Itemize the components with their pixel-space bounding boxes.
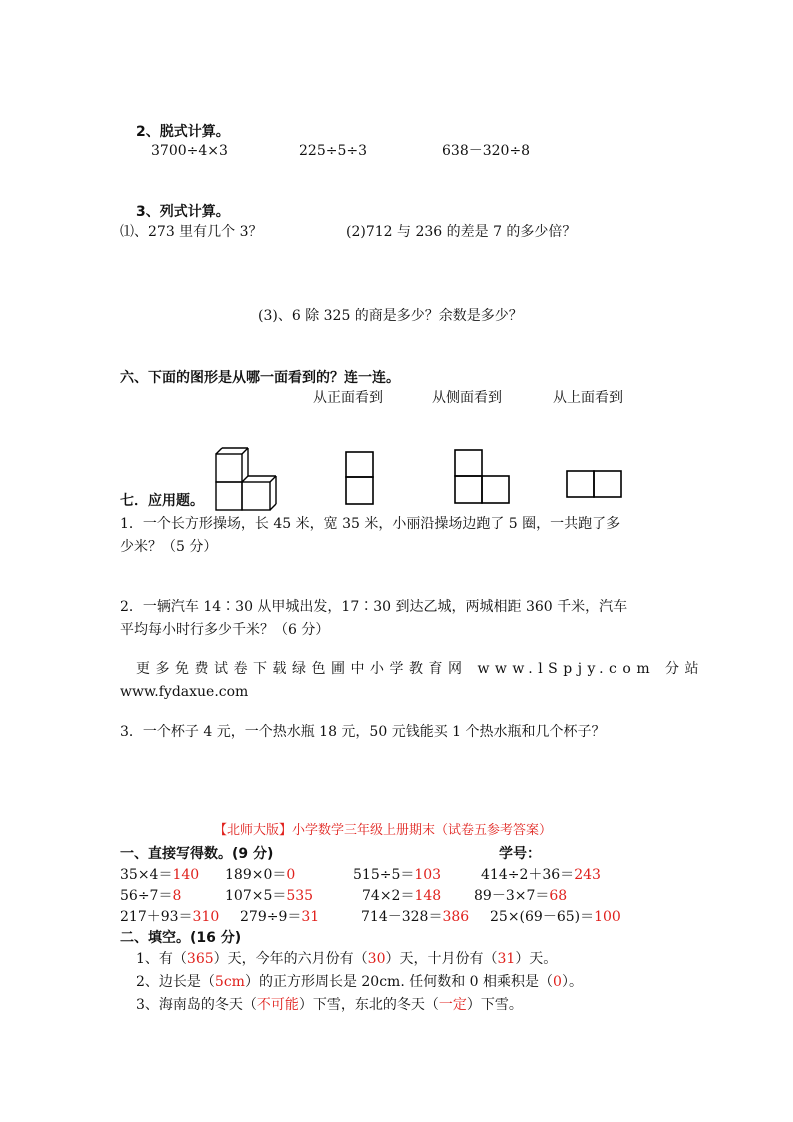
top-view-figure [567, 471, 621, 497]
answer-item: 714－328＝386 [361, 909, 470, 925]
section-2-title: 2、脱式计算。 [136, 124, 230, 140]
answer-item: 35×4＝140 [120, 867, 200, 883]
answers-title: 【北师大版】小学数学三年级上册期末（试卷五参考答案） [214, 823, 553, 838]
front-view-figure [346, 452, 373, 504]
calc-problem-1: 3700÷4×3 [151, 143, 228, 159]
word-question-2: (2)712 与 236 的差是 7 的多少倍？ [346, 224, 577, 240]
view-label-side: 从侧面看到 [432, 390, 502, 406]
word-question-3: (3)、6 除 325 的商是多少？余数是多少？ [258, 308, 523, 324]
answer-item: 56÷7＝8 [120, 888, 182, 904]
problem-2-line-1: 2．一辆汽车 14∶30 从甲城出发，17∶30 到达乙城，两城相距 360 千米，汽车 [120, 599, 628, 615]
fill-answer-2: 2、边长是（5cm）的正方形周长是 20cm. 任何数和 0 相乘积是（0）。 [136, 974, 583, 990]
answer-item: 25×(69－65)＝100 [490, 909, 621, 925]
side-view-figure [455, 450, 509, 503]
calc-problem-2: 225÷5÷3 [299, 143, 367, 159]
calc-problem-3: 638－320÷8 [442, 143, 531, 159]
view-label-top: 从上面看到 [553, 390, 623, 406]
problem-2-line-2: 平均每小时行多少千米？（6 分） [120, 622, 330, 638]
answer-item: 217＋93＝310 [120, 909, 220, 925]
answer-item: 74×2＝148 [362, 888, 442, 904]
answer-item: 89－3×7＝68 [474, 888, 568, 904]
ad-line-1: 更多免费试卷下载绿色圃中小学教育网 www.lSpjy.com 分站 [136, 661, 705, 677]
problem-3: 3．一个杯子 4 元，一个热水瓶 18 元，50 元钱能买 1 个热水瓶和几个杯子？ [120, 724, 606, 740]
section-3-title: 3、列式计算。 [136, 204, 230, 220]
answers-section-1-title: 一、直接写得数。(9 分) [120, 846, 274, 862]
view-label-front: 从正面看到 [313, 390, 383, 406]
answer-item: 279÷9＝31 [240, 909, 320, 925]
cube-stack-figure [216, 448, 276, 510]
fill-answer-1: 1、有（365）天，今年的六月份有（30）天，十月份有（31）天。 [136, 951, 558, 967]
section-6-title: 六、下面的图形是从哪一面看到的？连一连。 [120, 370, 400, 386]
section-7-title: 七．应用题。 [120, 493, 204, 509]
fill-answer-3: 3、海南岛的冬天（不可能）下雪，东北的冬天（一定）下雪。 [136, 997, 523, 1013]
answer-item: 107×5＝535 [225, 888, 314, 904]
student-number-label: 学号： [499, 846, 541, 862]
answer-item: 515÷5＝103 [353, 867, 442, 883]
problem-1-line-1: 1．一个长方形操场，长 45 米，宽 35 米，小丽沿操场边跑了 5 圈，一共跑了多 [120, 516, 621, 532]
answers-section-2-title: 二、填空。(16 分) [120, 930, 242, 946]
word-question-1: ⑴、273 里有几个 3？ [120, 224, 263, 240]
answer-item: 189×0＝0 [225, 867, 296, 883]
ad-line-2: www.fydaxue.com [120, 684, 249, 700]
problem-1-line-2: 少米？（5 分） [120, 539, 218, 555]
answer-item: 414÷2＋36＝243 [481, 867, 601, 883]
